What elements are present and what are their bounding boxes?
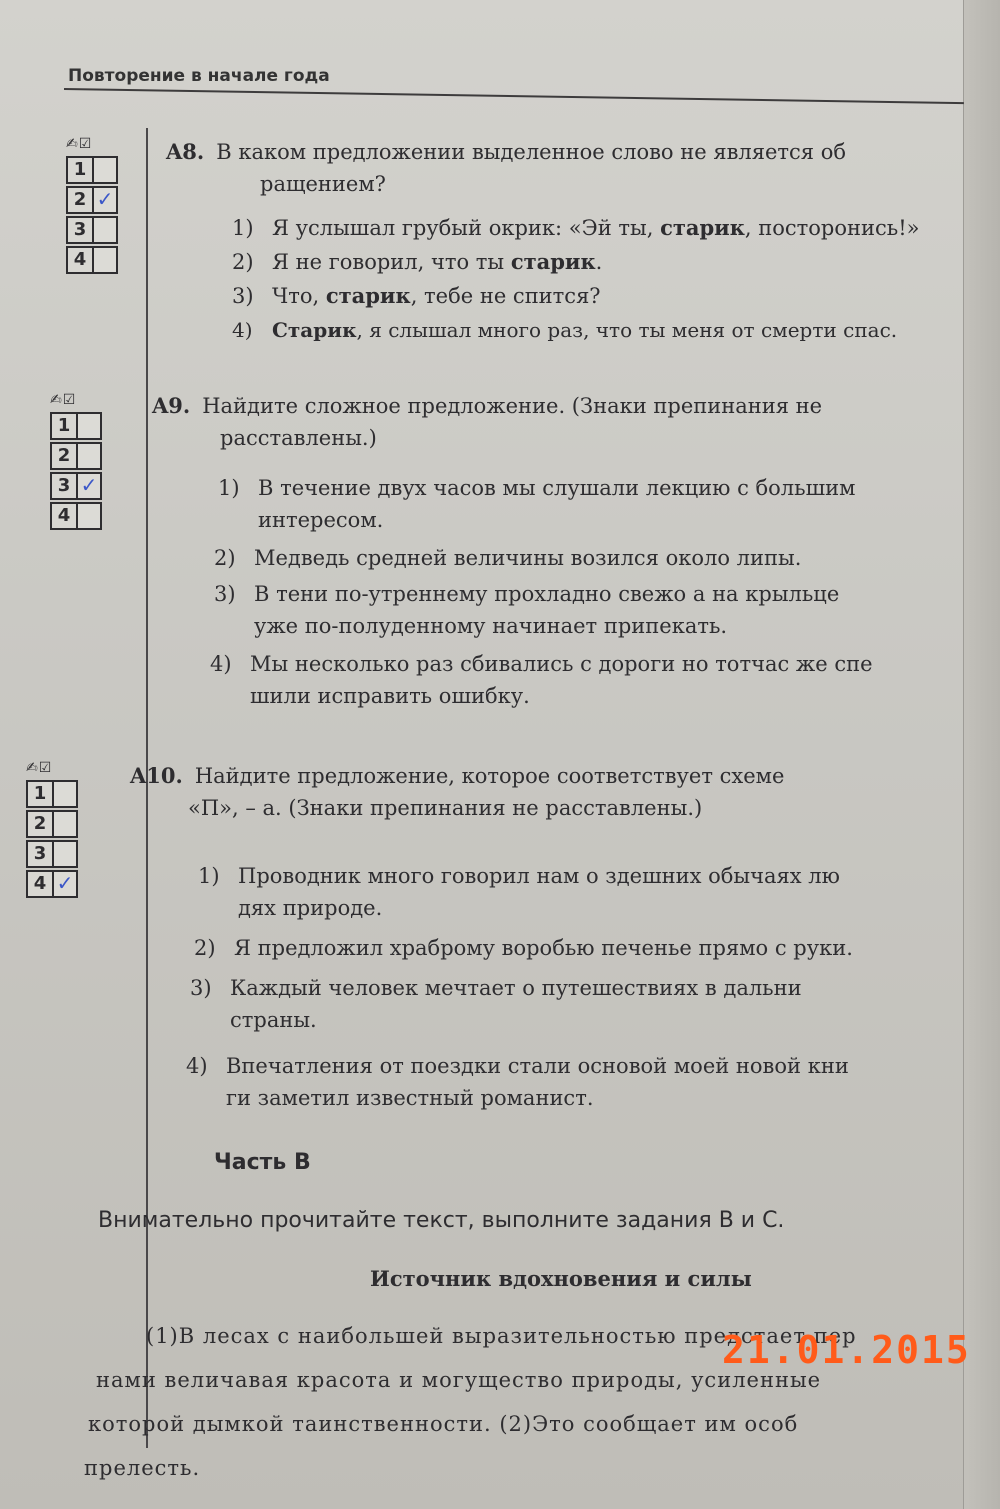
- answer-number: 3: [26, 840, 54, 868]
- answer-box-a10: [26, 760, 78, 900]
- answer-cell[interactable]: ✓: [78, 472, 102, 500]
- answer-cell[interactable]: ✓: [94, 186, 118, 214]
- answer-cell[interactable]: [54, 810, 78, 838]
- answer-number: 1: [26, 780, 54, 808]
- option-text: Проводник много говорил нам о здешних обычаях лю: [238, 864, 840, 888]
- text-title: Источник вдохновения и силы: [370, 1266, 752, 1291]
- question-label: A8.: [166, 139, 205, 164]
- paragraph-line: (1)В лесах с наибольшей выразительностью предстает пер: [146, 1324, 857, 1348]
- question-a8: [166, 136, 966, 200]
- option-a10-4: [186, 1050, 1000, 1114]
- option-text: , я слышал много раз, что ты меня от смерти спас.: [356, 318, 898, 342]
- question-label: A10.: [130, 763, 183, 788]
- question-a9: [152, 390, 972, 454]
- next-page-edge: [963, 0, 1000, 1509]
- answer-box-a9: [50, 392, 102, 532]
- part-b-instruction: Внимательно прочитайте текст, выполните задания В и С.: [98, 1208, 785, 1233]
- answer-cell[interactable]: [94, 156, 118, 184]
- option-a8-1: [232, 212, 919, 244]
- option-number: 4): [186, 1054, 208, 1078]
- option-a9-3: [214, 578, 994, 642]
- option-text: В тени по-утреннему прохладно свежо а на крыльце: [254, 582, 840, 606]
- option-number: 2): [232, 250, 254, 274]
- part-b-title: Часть В: [214, 1150, 311, 1175]
- answer-cell[interactable]: [54, 840, 78, 868]
- answer-box-icons: ✍☑: [26, 760, 53, 776]
- question-prompt: Найдите сложное предложение. (Знаки препинания не: [202, 394, 823, 418]
- answer-number: 4: [66, 246, 94, 274]
- answer-cell[interactable]: [94, 216, 118, 244]
- highlighted-word: старик: [510, 249, 596, 274]
- option-a8-2: [232, 246, 602, 278]
- option-a10-2: [194, 932, 853, 964]
- option-text: , посторонись!»: [744, 216, 920, 240]
- answer-cell[interactable]: [94, 246, 118, 274]
- option-a9-4: [210, 648, 1000, 712]
- question-label: A9.: [152, 393, 191, 418]
- option-text: Я предложил храброму воробью печенье прямо с руки.: [234, 936, 853, 960]
- option-number: 2): [194, 936, 216, 960]
- date-stamp: 21.01.2015: [722, 1328, 971, 1372]
- option-text-cont: ги заметил известный романист.: [226, 1086, 594, 1110]
- answer-number: 2: [66, 186, 94, 214]
- answer-number: 4: [50, 502, 78, 530]
- option-text: В течение двух часов мы слушали лекцию с большим: [258, 476, 856, 500]
- option-a9-2: [214, 542, 801, 574]
- option-text-cont: дях природе.: [238, 896, 383, 920]
- option-text: Каждый человек мечтает о путешествиях в дальни: [230, 976, 802, 1000]
- option-number: 4): [232, 318, 253, 342]
- option-a9-1: [218, 472, 978, 536]
- answer-number: 1: [66, 156, 94, 184]
- question-prompt-cont: ращением?: [260, 172, 386, 196]
- answer-cell[interactable]: [78, 442, 102, 470]
- option-text-cont: шили исправить ошибку.: [250, 684, 530, 708]
- question-prompt: В каком предложении выделенное слово не является об: [216, 140, 847, 164]
- answer-number: 3: [66, 216, 94, 244]
- option-text: Что,: [272, 284, 326, 308]
- option-text: Я услышал грубый окрик: «Эй ты,: [272, 216, 661, 240]
- option-number: 3): [214, 582, 236, 606]
- option-a8-3: [232, 280, 601, 312]
- option-text: , тебе не спится?: [410, 284, 601, 308]
- option-number: 3): [190, 976, 212, 1000]
- answer-number: 4: [26, 870, 54, 898]
- answer-number: 2: [50, 442, 78, 470]
- option-a8-4: [232, 314, 897, 346]
- answer-box-icons: ✍☑: [50, 392, 77, 408]
- option-text: Я не говорил, что ты: [272, 250, 511, 274]
- question-prompt-cont: «П», – а. (Знаки препинания не расставлены.): [188, 796, 703, 820]
- highlighted-word: старик: [325, 283, 411, 308]
- option-text: Впечатления от поездки стали основой моей новой кни: [226, 1054, 849, 1078]
- option-number: 1): [198, 864, 220, 888]
- option-number: 1): [232, 216, 254, 240]
- paragraph-line: которой дымкой таинственности. (2)Это сообщает им особ: [88, 1412, 799, 1436]
- answer-number: 1: [50, 412, 78, 440]
- option-number: 4): [210, 652, 232, 676]
- option-number: 3): [232, 284, 254, 308]
- answer-cell[interactable]: [78, 412, 102, 440]
- paragraph-line: нами величавая красота и могущество природы, усиленные: [96, 1368, 822, 1392]
- highlighted-word: Старик: [272, 318, 357, 342]
- option-a10-1: [198, 860, 998, 924]
- answer-cell[interactable]: [54, 780, 78, 808]
- question-prompt-cont: расставлены.): [220, 426, 377, 450]
- answer-number: 3: [50, 472, 78, 500]
- highlighted-word: старик: [660, 215, 745, 240]
- option-number: 1): [218, 476, 240, 500]
- answer-box-a8: [66, 136, 118, 276]
- question-a10: [130, 760, 990, 824]
- question-prompt: Найдите предложение, которое соответствует схеме: [194, 764, 785, 788]
- option-text: Медведь средней величины возился около липы.: [254, 546, 802, 570]
- answer-box-icons: ✍☑: [66, 136, 93, 152]
- answer-number: 2: [26, 810, 54, 838]
- page-header: Повторение в начале года: [68, 66, 330, 86]
- option-text: Мы несколько раз сбивались с дороги но тотчас же спе: [250, 652, 873, 676]
- paragraph-line: прелесть.: [84, 1456, 201, 1480]
- option-text-cont: уже по-полуденному начинает припекать.: [254, 614, 728, 638]
- option-a10-3: [190, 972, 1000, 1036]
- option-text-cont: интересом.: [258, 508, 384, 532]
- option-text: .: [595, 250, 603, 274]
- option-text-cont: страны.: [230, 1008, 317, 1032]
- answer-cell[interactable]: ✓: [54, 870, 78, 898]
- answer-cell[interactable]: [78, 502, 102, 530]
- option-number: 2): [214, 546, 236, 570]
